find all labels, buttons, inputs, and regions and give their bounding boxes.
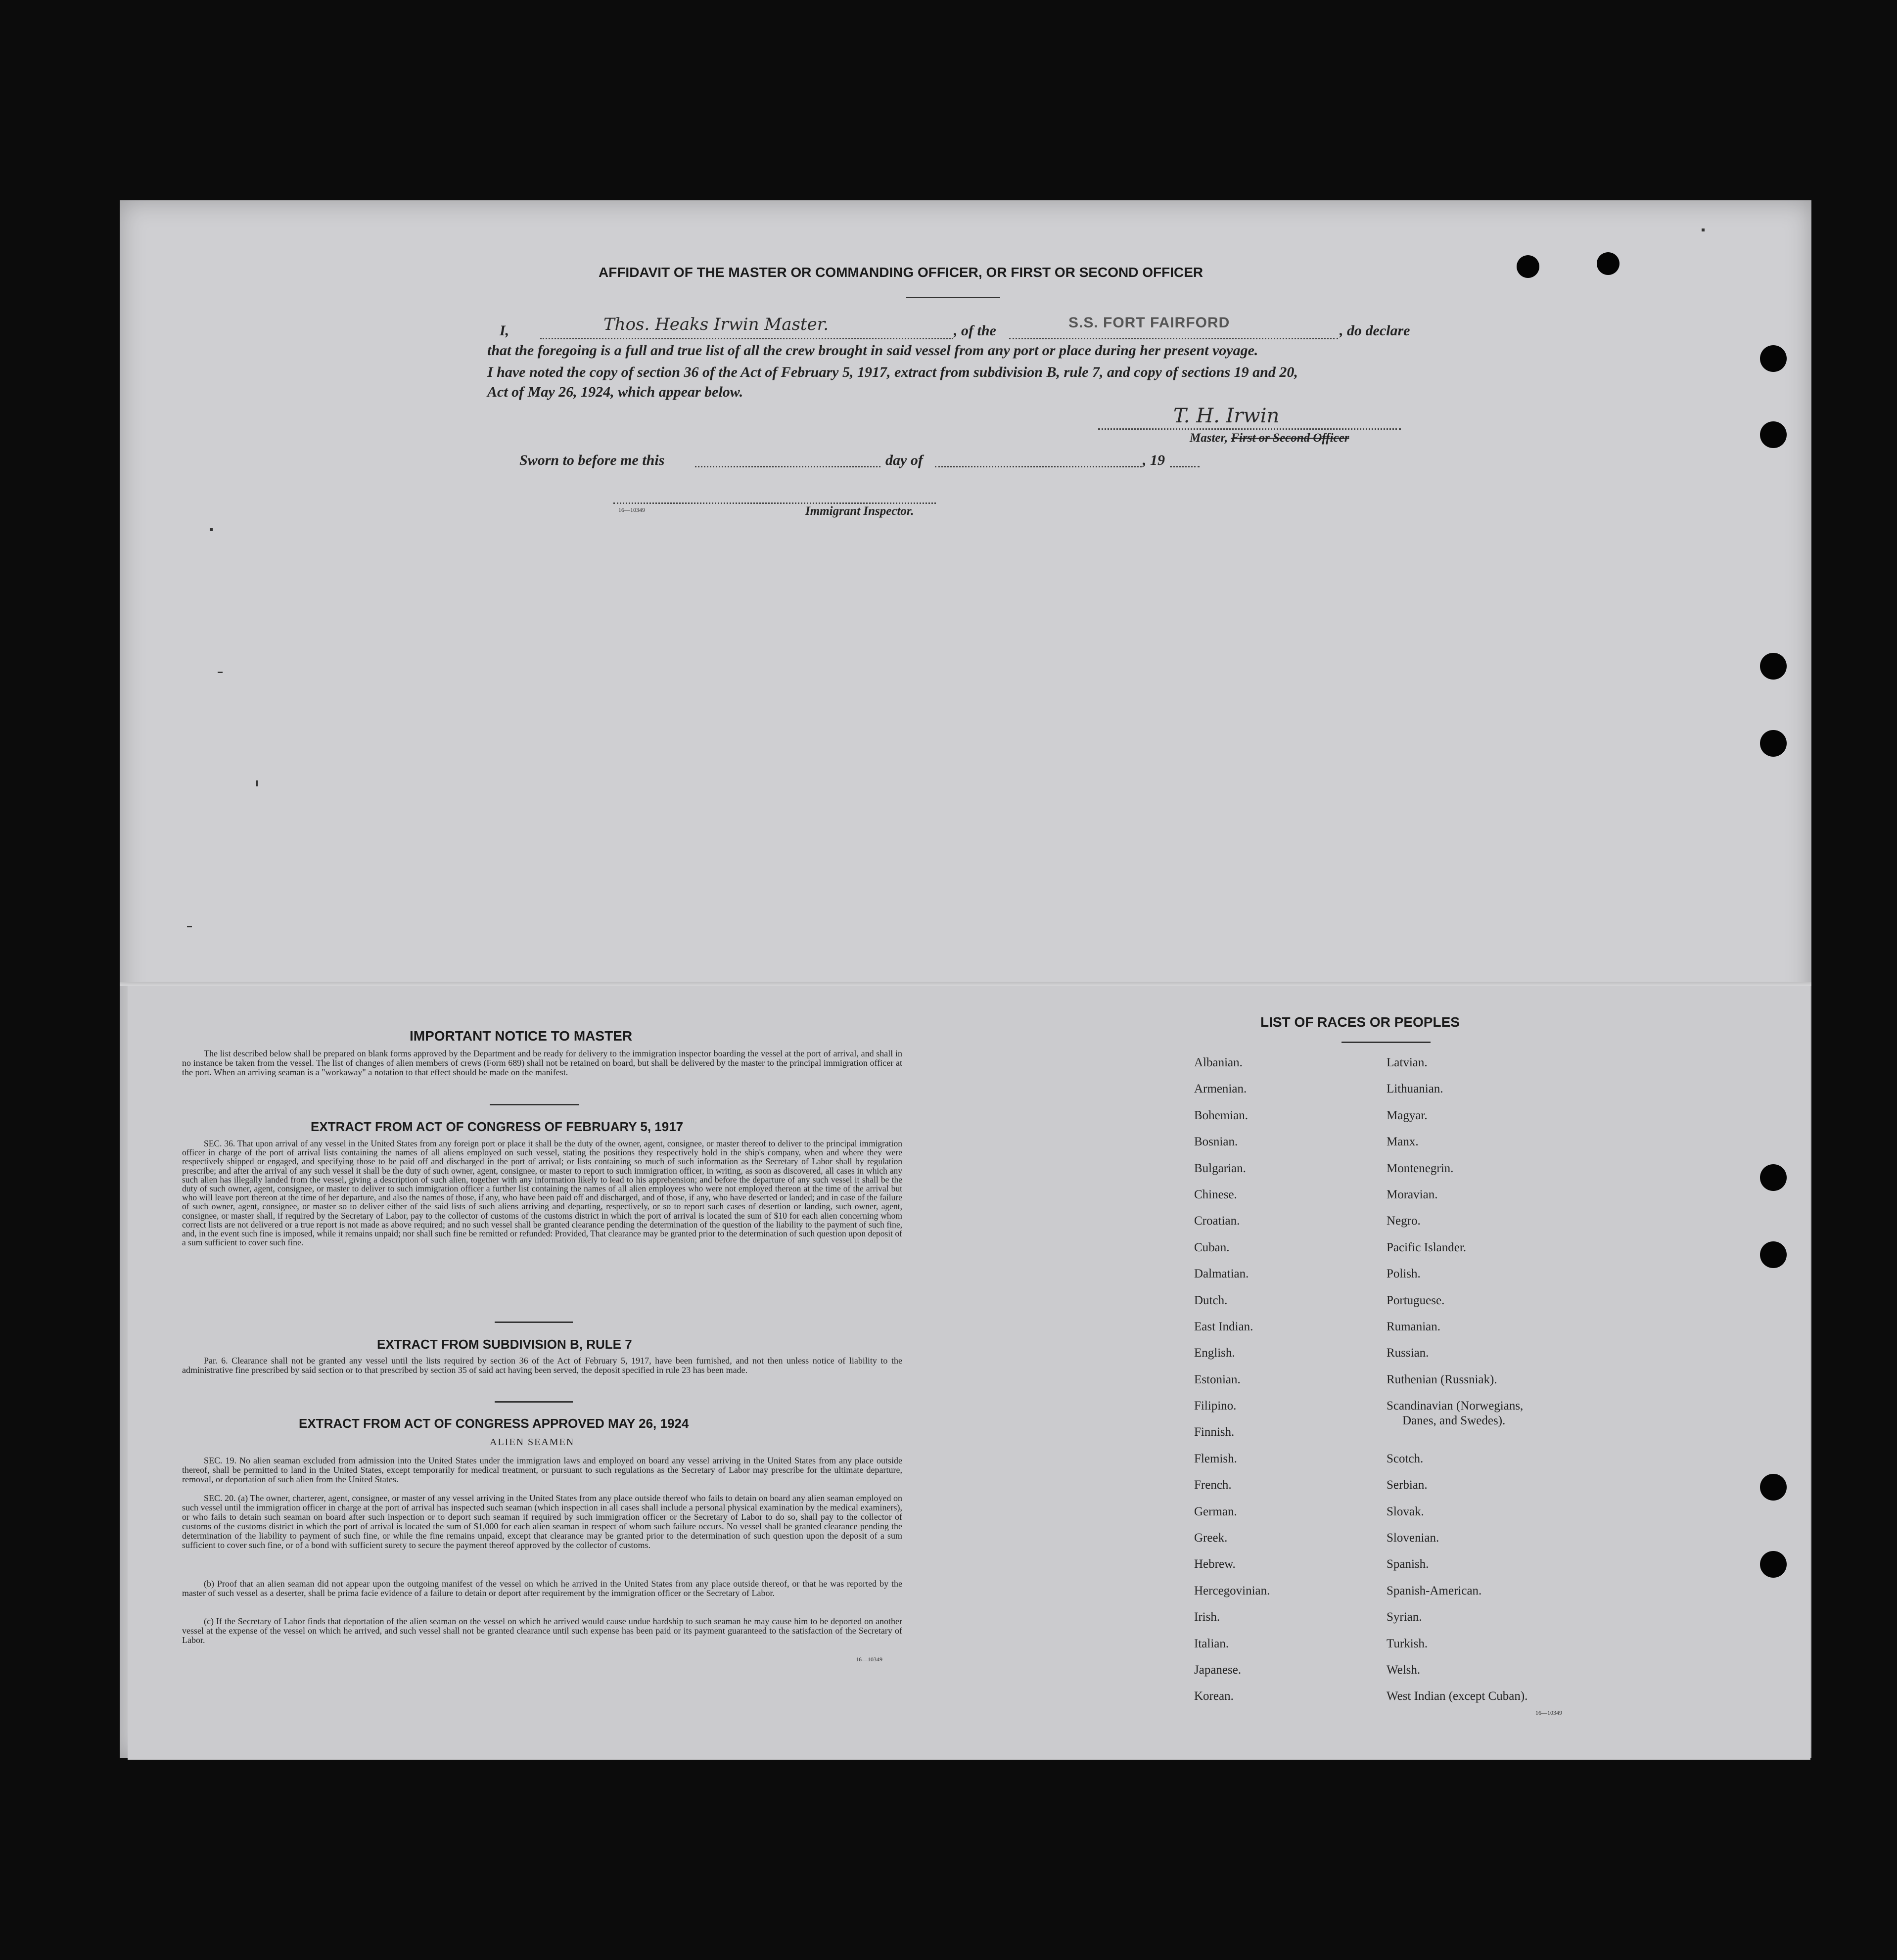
race-scandinavian-line-2: Danes, and Swedes). (1402, 1414, 1506, 1428)
race-item: Spanish-American. (1387, 1584, 1482, 1597)
sworn-day-label: day of (885, 452, 923, 468)
race-item: Greek. (1194, 1531, 1228, 1545)
affidavit-form-number: 16—10349 (618, 506, 645, 513)
extract-rule7-body: Par. 6. Clearance shall not be granted any vessel until the lists required by section 36 of the Act of February 5, 1917, have been furnished, and not then unless notice of liability to the administrative fine prescribed by said section or to that prescribed by section 35 of said act having been served, the deposit specified in rule 23 has been made. (182, 1356, 902, 1375)
extract-1917-body: SEC. 36. That upon arrival of any vessel in the United States from any foreign port or place it shall be the duty of the owner, agent, consignee, or master thereof to deliver to the principal immigration officer in charge of the port of arrival lists containing the names of all aliens employed on such vessel, stating the positions they respectively hold in the ship's company, when and where they were respectively shipped or engaged, and specifying those to be paid off and discharged in the port of arrival; or lists containing so much of such information as the Secretary of Labor shall by regulation prescribe; and after the arrival of any such vessel it shall be the duty of such owner, agent, consignee, or master to report to such immigration officer, in writing, as soon as discovered, all cases in which any such alien has illegally landed from the vessel, giving a description of such alien, together with any information likely to lead to his apprehension; and before the departure of any such vessel it shall be the duty of such owner, agent, consignee, or master to deliver to such immigration officer a further list containing the names of all alien employees who were not employed thereon at the time of the arrival but who will leave port thereon at the time of her departure, and also the names of those, if any, who have been paid off and discharged, and of those, if any, who have deserted or landed; and in case of the failure of such owner, agent, consignee, or master so to deliver either of the said lists of such aliens arriving and departing, respectively, or so to report such cases of desertion or landing, such owner, agent, consignee, or master shall, if required by the Secretary of Labor, pay to the collector of customs of the customs district in which the port of arrival is located the sum of $10 for each alien concerning whom correct lists are not delivered or a true report is not made as above required; and no such vessel shall be granted clearance pending the determination of the question of the liability to the payment of such fine, and, in the event such fine is imposed, while it remains unpaid; nor shall such fine be remitted or refunded: Provided, That clearance may be granted prior to the determination of such question upon deposit of a sum sufficient to cover such fine. (182, 1139, 902, 1248)
vessel-name-line (1009, 338, 1338, 339)
races-title: LIST OF RACES OR PEOPLES (1260, 1014, 1460, 1030)
scan-speck (210, 528, 213, 531)
race-item: Turkish. (1387, 1637, 1428, 1650)
race-item: Chinese. (1194, 1187, 1237, 1201)
race-item: Scotch. (1387, 1452, 1424, 1465)
race-scandinavian-line-1: Scandinavian (Norwegians, (1387, 1399, 1524, 1413)
race-item: Cuban. (1194, 1240, 1230, 1254)
sworn-year-label: , 19 (1143, 452, 1165, 468)
sworn-year-line (1170, 466, 1200, 467)
race-item: German. (1194, 1504, 1237, 1518)
race-item: East Indian. (1194, 1320, 1253, 1333)
binder-hole (1760, 653, 1787, 680)
affidavit-title: AFFIDAVIT OF THE MASTER OR COMMANDING OFFICER, OR FIRST OR SECOND OFFICER (599, 265, 1203, 280)
vessel-name-stamp: S.S. FORT FAIRFORD (1068, 315, 1230, 331)
sworn-month-line (935, 466, 1142, 467)
extract-rule7-title: EXTRACT FROM SUBDIVISION B, RULE 7 (377, 1337, 632, 1352)
affidavit-line-2: that the foregoing is a full and true list of all the crew brought in said vessel from any port or place during her present voyage. (487, 342, 1258, 359)
race-item: Lithuanian. (1387, 1082, 1443, 1096)
signature-caption (1190, 431, 1349, 445)
scan-speck (256, 780, 258, 786)
race-item: Albanian. (1194, 1056, 1243, 1069)
binder-hole (1760, 1474, 1787, 1501)
scan-speck (218, 672, 223, 673)
race-item: Irish. (1194, 1610, 1220, 1624)
race-item: Korean. (1194, 1689, 1234, 1703)
race-item: Ruthenian (Russniak). (1387, 1372, 1497, 1386)
race-item: Latvian. (1387, 1056, 1428, 1069)
race-item: Portuguese. (1387, 1293, 1445, 1307)
race-item: Estonian. (1194, 1372, 1241, 1386)
extract-form-number: 16—10349 (856, 1656, 882, 1663)
extract-1924-subtitle: ALIEN SEAMEN (490, 1437, 575, 1448)
binder-hole (1517, 255, 1539, 278)
race-item: Dutch. (1194, 1293, 1228, 1307)
affidavit-title-rule (906, 297, 1000, 298)
master-signature: T. H. Irwin (1173, 405, 1280, 427)
extract-1924-title: EXTRACT FROM ACT OF CONGRESS APPROVED MAY 26, 1924 (299, 1416, 689, 1431)
race-item: Magyar. (1387, 1108, 1428, 1122)
race-item: Polish. (1387, 1267, 1421, 1281)
race-item: French. (1194, 1478, 1232, 1492)
race-item: Slovenian. (1387, 1531, 1439, 1545)
binder-hole (1760, 1164, 1787, 1191)
race-item: Bulgarian. (1194, 1161, 1246, 1175)
race-item: Manx. (1387, 1135, 1419, 1149)
extract-1924-sec19: SEC. 19. No alien seaman excluded from admission into the United States under the immigration laws and employed on board any vessel arriving in the United States from any place outside thereof, shall be permitted to land in the United States, except temporarily for medical treatment, or pursuant to such regulations as the Secretary of Labor may prescribe for the ultimate departure, removal, or deportation of such alien from the United States. (182, 1456, 902, 1484)
fold-line (120, 982, 1811, 986)
race-item: Pacific Islander. (1387, 1240, 1467, 1254)
master-name-line (540, 338, 953, 339)
race-item: Moravian. (1387, 1187, 1438, 1201)
affidavit-line-4: Act of May 26, 1924, which appear below. (487, 384, 743, 400)
race-item: Italian. (1194, 1637, 1229, 1650)
race-item: Welsh. (1387, 1663, 1421, 1677)
notice-body: The list described below shall be prepared on blank forms approved by the Department and be ready for delivery to the immigration inspector boarding the vessel at the port of arrival, and shall in no instance be taken from the vessel. The list of changes of alien members of crews (Form 689) shall not be retained on board, but shall be delivered by the master to the principal immigration officer at the port. When an arriving seaman is a "workaway" a notation to that effect should be made on the manifest. (182, 1048, 902, 1077)
race-item: Hercegovinian. (1194, 1584, 1270, 1597)
race-item: Armenian. (1194, 1082, 1247, 1096)
races-title-rule (1342, 1042, 1431, 1043)
signature-caption-master: Master, (1190, 431, 1228, 445)
scan-speck (187, 926, 192, 927)
extract-1917-rule (495, 1322, 573, 1323)
race-item: Filipino. (1194, 1399, 1237, 1413)
scan-speck (1702, 228, 1705, 231)
race-item: Syrian. (1387, 1610, 1422, 1624)
binder-hole (1760, 1551, 1787, 1578)
affidavit-line-3: I have noted the copy of section 36 of the Act of February 5, 1917, extract from subdivision B, rule 7, and copy of sections 19 and 20, (487, 364, 1298, 380)
signature-caption-struck: First or Second Officer (1231, 431, 1349, 445)
race-item: West Indian (except Cuban). (1387, 1689, 1528, 1703)
race-item: Dalmatian. (1194, 1267, 1249, 1281)
race-item: Negro. (1387, 1214, 1421, 1228)
sworn-date-line (695, 466, 880, 467)
extract-1924-sec20a: SEC. 20. (a) The owner, charterer, agent, consignee, or master of any vessel arriving in the United States from any place outside thereof who fails to detain on board any alien seaman employed on such vessel until the immigration officer in charge at the port of arrival has inspected such seaman (which inspection in all cases shall include a personal physical examination by the medical examiners), or who fails to detain such seaman on board after such inspection or to deport such seaman if required by such immigration officer or the Secretary of Labor to do so, shall pay to the collector of customs of the customs district in which the port of arrival is located the sum of $1,000 for each alien seaman in respect of whom such failure occurs. No vessel shall be granted clearance pending the determination of the liability to payment of such fine, or while the fine remains unpaid, except that clearance may be granted prior to the determination of such question upon the deposit of a sum sufficient to cover such fine, or of a bond with sufficient surety to secure the payment thereof approved by the collector of customs. (182, 1493, 902, 1550)
race-item: Bosnian. (1194, 1135, 1238, 1149)
extract-1924-sec20b: (b) Proof that an alien seaman did not appear upon the outgoing manifest of the vessel on which he arrived in the United States from any place outside thereof, or that he was reported by the master of such vessel as a deserter, shall be prima facie evidence of a failure to detain or deport after requirement by the immigration officer or the Secretary of Labor. (182, 1579, 902, 1598)
race-item: Hebrew. (1194, 1557, 1236, 1571)
inspector-signature-line (613, 502, 936, 504)
master-name-handwritten: Thos. Heaks Irwin Master. (603, 315, 829, 334)
binder-hole (1597, 252, 1619, 275)
race-item: Rumanian. (1387, 1320, 1441, 1333)
extract-1924-sec20c: (c) If the Secretary of Labor finds that deportation of the alien seaman on the vessel on which he arrived would cause undue hardship to such seaman he may cause him to be deported on another vessel at the expense of the vessel on which he arrived, and such vessel shall not be granted clearance until such expense has been paid or its payment guaranteed to the satisfaction of the Secretary of Labor. (182, 1616, 902, 1645)
race-item-scandinavian (1387, 1399, 1527, 1452)
race-item: Serbian. (1387, 1478, 1428, 1492)
notice-rule (490, 1104, 579, 1105)
race-item: Montenegrin. (1387, 1161, 1454, 1175)
race-item: Russian. (1387, 1346, 1429, 1360)
binder-hole (1760, 730, 1787, 757)
notice-title: IMPORTANT NOTICE TO MASTER (410, 1028, 633, 1044)
race-item: Spanish. (1387, 1557, 1429, 1571)
races-column-2 (1387, 1055, 1527, 1716)
race-item: Slovak. (1387, 1504, 1424, 1518)
races-column-1 (1194, 1055, 1270, 1716)
race-item: Japanese. (1194, 1663, 1242, 1677)
binder-hole (1760, 345, 1787, 372)
affidavit-do-declare: , do declare (1340, 322, 1410, 339)
signature-line (1098, 428, 1401, 430)
race-item: Bohemian. (1194, 1108, 1249, 1122)
binder-hole (1760, 421, 1787, 448)
inspector-label: Immigrant Inspector. (805, 504, 914, 518)
binder-hole (1760, 1241, 1787, 1268)
affidavit-i-label: I, (500, 322, 509, 339)
race-item: English. (1194, 1346, 1235, 1360)
races-form-number: 16—10349 (1535, 1709, 1562, 1716)
race-item: Flemish. (1194, 1452, 1237, 1465)
race-item: Finnish. (1194, 1425, 1235, 1439)
extract-1917-title: EXTRACT FROM ACT OF CONGRESS OF FEBRUARY 5, 1917 (311, 1119, 684, 1134)
race-item: Croatian. (1194, 1214, 1240, 1228)
sworn-prefix: Sworn to before me this (519, 452, 665, 468)
affidavit-of-the-label: , of the (954, 322, 996, 339)
extract-rule7-rule (495, 1401, 573, 1403)
